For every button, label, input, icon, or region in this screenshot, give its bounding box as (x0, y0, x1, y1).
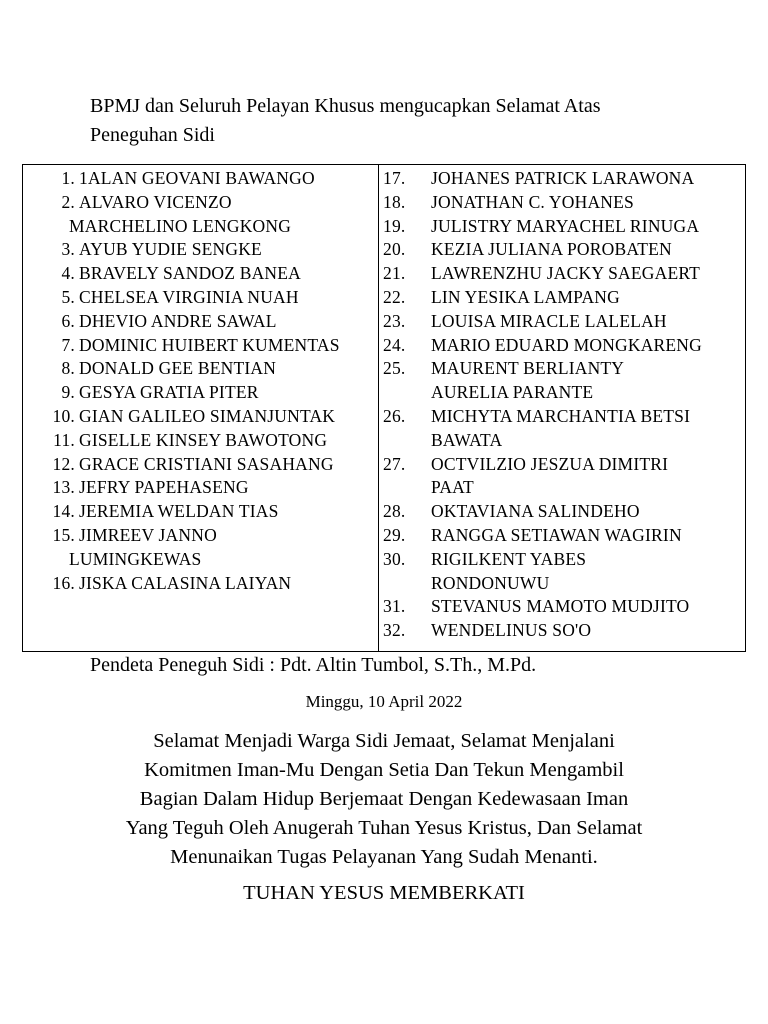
row-number: 28. (383, 501, 406, 522)
member-name: MICHYTA MARCHANTIA BETSI (431, 405, 691, 426)
name-row (381, 619, 745, 643)
row-number: 9. (61, 382, 75, 403)
blessing-paragraph (60, 727, 708, 872)
member-name: MAURENT BERLIANTY (431, 358, 625, 379)
blessing-line: Komitmen Iman-Mu Dengan Setia Dan Tekun Mengambil (144, 759, 624, 781)
name-row (381, 500, 745, 524)
row-number: 8. (61, 358, 75, 379)
row-number: 7. (61, 334, 75, 355)
intro-line-2: Peneguhan Sidi (90, 124, 215, 146)
member-name: OCTVILZIO JESZUA DIMITRI (431, 453, 669, 474)
name-row (35, 572, 377, 596)
name-row (381, 595, 745, 619)
member-name: GESYA GRATIA PITER (79, 382, 259, 403)
row-number: 10. (52, 405, 75, 426)
row-number: 24. (383, 334, 406, 355)
intro-line-1: BPMJ dan Seluruh Pelayan Khusus mengucapkan Selamat Atas (90, 95, 601, 117)
row-number: 25. (383, 358, 406, 379)
member-name: JEFRY PAPEHASENG (79, 477, 249, 498)
member-name: JIMREEV JANNO (79, 524, 217, 545)
row-number: 5. (61, 286, 75, 307)
row-number: 3. (61, 239, 75, 260)
row-number: 14. (52, 501, 75, 522)
member-name: AURELIA PARANTE (431, 382, 594, 403)
member-name: GRACE CRISTIANI SASAHANG (79, 453, 334, 474)
member-name: RIGILKENT YABES (431, 548, 587, 569)
member-name: 1ALAN GEOVANI BAWANGO (79, 168, 315, 188)
name-row (35, 548, 377, 572)
name-row (381, 572, 745, 596)
row-number: 16. (52, 572, 75, 593)
member-name: OKTAVIANA SALINDEHO (431, 501, 640, 522)
member-name: DHEVIO ANDRE SAWAL (79, 310, 277, 331)
name-row (381, 381, 745, 405)
row-number: 1. (61, 168, 75, 188)
member-name: JONATHAN C. YOHANES (431, 191, 634, 212)
member-name: RONDONUWU (431, 572, 550, 593)
name-row (35, 310, 377, 334)
member-name: GISELLE KINSEY BAWOTONG (79, 429, 328, 450)
member-name: JULISTRY MARYACHEL RINUGA (431, 215, 700, 236)
member-name: KEZIA JULIANA POROBATEN (431, 239, 672, 260)
row-number: 15. (52, 524, 75, 545)
row-number: 17. (383, 168, 406, 188)
row-number: 19. (383, 215, 406, 236)
member-name: RANGGA SETIAWAN WAGIRIN (431, 524, 682, 545)
member-name: MARCHELINO LENGKONG (69, 215, 292, 236)
name-row (381, 286, 745, 310)
name-row (381, 238, 745, 262)
name-row (35, 429, 377, 453)
name-row (35, 500, 377, 524)
row-number: 6. (61, 310, 75, 331)
name-row (381, 453, 745, 477)
row-number: 23. (383, 310, 406, 331)
name-row (35, 476, 377, 500)
member-name: LUMINGKEWAS (69, 548, 202, 569)
column-divider (378, 165, 379, 651)
row-number: 22. (383, 286, 406, 307)
closing-line: TUHAN YESUS MEMBERKATI (243, 882, 525, 904)
names-table (22, 164, 746, 652)
member-name: BRAVELY SANDOZ BANEA (79, 263, 301, 284)
member-name: LOUISA MIRACLE LALELAH (431, 310, 667, 331)
name-row (35, 215, 377, 239)
member-name: JISKA CALASINA LAIYAN (79, 572, 292, 593)
name-row (35, 381, 377, 405)
row-number: 18. (383, 191, 406, 212)
row-number: 30. (383, 548, 406, 569)
row-number: 26. (383, 405, 406, 426)
name-row (35, 167, 377, 191)
member-name: PAAT (431, 477, 474, 498)
service-date: Minggu, 10 April 2022 (305, 692, 463, 711)
row-number: 20. (383, 239, 406, 260)
member-name: DOMINIC HUIBERT KUMENTAS (79, 334, 340, 355)
member-name: GIAN GALILEO SIMANJUNTAK (79, 405, 336, 426)
name-row (381, 524, 745, 548)
member-name: JOHANES PATRICK LARAWONA (431, 168, 695, 188)
name-row (35, 524, 377, 548)
intro-text (90, 92, 710, 150)
pastor-line: Pendeta Peneguh Sidi : Pdt. Altin Tumbol, S.Th., M.Pd. (90, 654, 537, 676)
row-number: 12. (52, 453, 75, 474)
left-name-column (35, 167, 377, 595)
member-name: ALVARO VICENZO (79, 191, 232, 212)
name-row (35, 405, 377, 429)
member-name: JEREMIA WELDAN TIAS (79, 501, 279, 522)
name-row (381, 476, 745, 500)
member-name: DONALD GEE BENTIAN (79, 358, 277, 379)
row-number: 21. (383, 263, 406, 284)
row-number: 31. (383, 596, 406, 617)
member-name: MARIO EDUARD MONGKARENG (431, 334, 702, 355)
member-name: STEVANUS MAMOTO MUDJITO (431, 596, 690, 617)
row-number: 13. (52, 477, 75, 498)
name-row (381, 429, 745, 453)
row-number: 4. (61, 263, 75, 284)
name-row (35, 286, 377, 310)
name-row (381, 262, 745, 286)
blessing-line: Yang Teguh Oleh Anugerah Tuhan Yesus Kristus, Dan Selamat (125, 817, 643, 839)
row-number: 27. (383, 453, 406, 474)
name-row (35, 262, 377, 286)
name-row (381, 334, 745, 358)
name-row (381, 167, 745, 191)
member-name: CHELSEA VIRGINIA NUAH (79, 286, 299, 307)
name-row (381, 191, 745, 215)
name-row (35, 357, 377, 381)
name-row (35, 453, 377, 477)
blessing-line: Selamat Menjadi Warga Sidi Jemaat, Selamat Menjalani (153, 730, 615, 752)
name-row (35, 191, 377, 215)
name-row (35, 334, 377, 358)
name-row (381, 357, 745, 381)
row-number: 2. (61, 191, 75, 212)
row-number: 29. (383, 524, 406, 545)
name-row (381, 310, 745, 334)
member-name: LIN YESIKA LAMPANG (431, 286, 620, 307)
member-name: AYUB YUDIE SENGKE (79, 239, 262, 260)
name-row (381, 548, 745, 572)
name-row (35, 238, 377, 262)
blessing-line: Bagian Dalam Hidup Berjemaat Dengan Kedewasaan Iman (139, 788, 629, 810)
row-number: 32. (383, 620, 406, 641)
member-name: WENDELINUS SO'O (431, 620, 592, 641)
member-name: BAWATA (431, 429, 503, 450)
name-row (381, 215, 745, 239)
member-name: LAWRENZHU JACKY SAEGAERT (431, 263, 701, 284)
right-name-column (381, 167, 745, 643)
name-row (381, 405, 745, 429)
blessing-line: Menunaikan Tugas Pelayanan Yang Sudah Menanti. (170, 846, 598, 868)
row-number: 11. (53, 429, 75, 450)
